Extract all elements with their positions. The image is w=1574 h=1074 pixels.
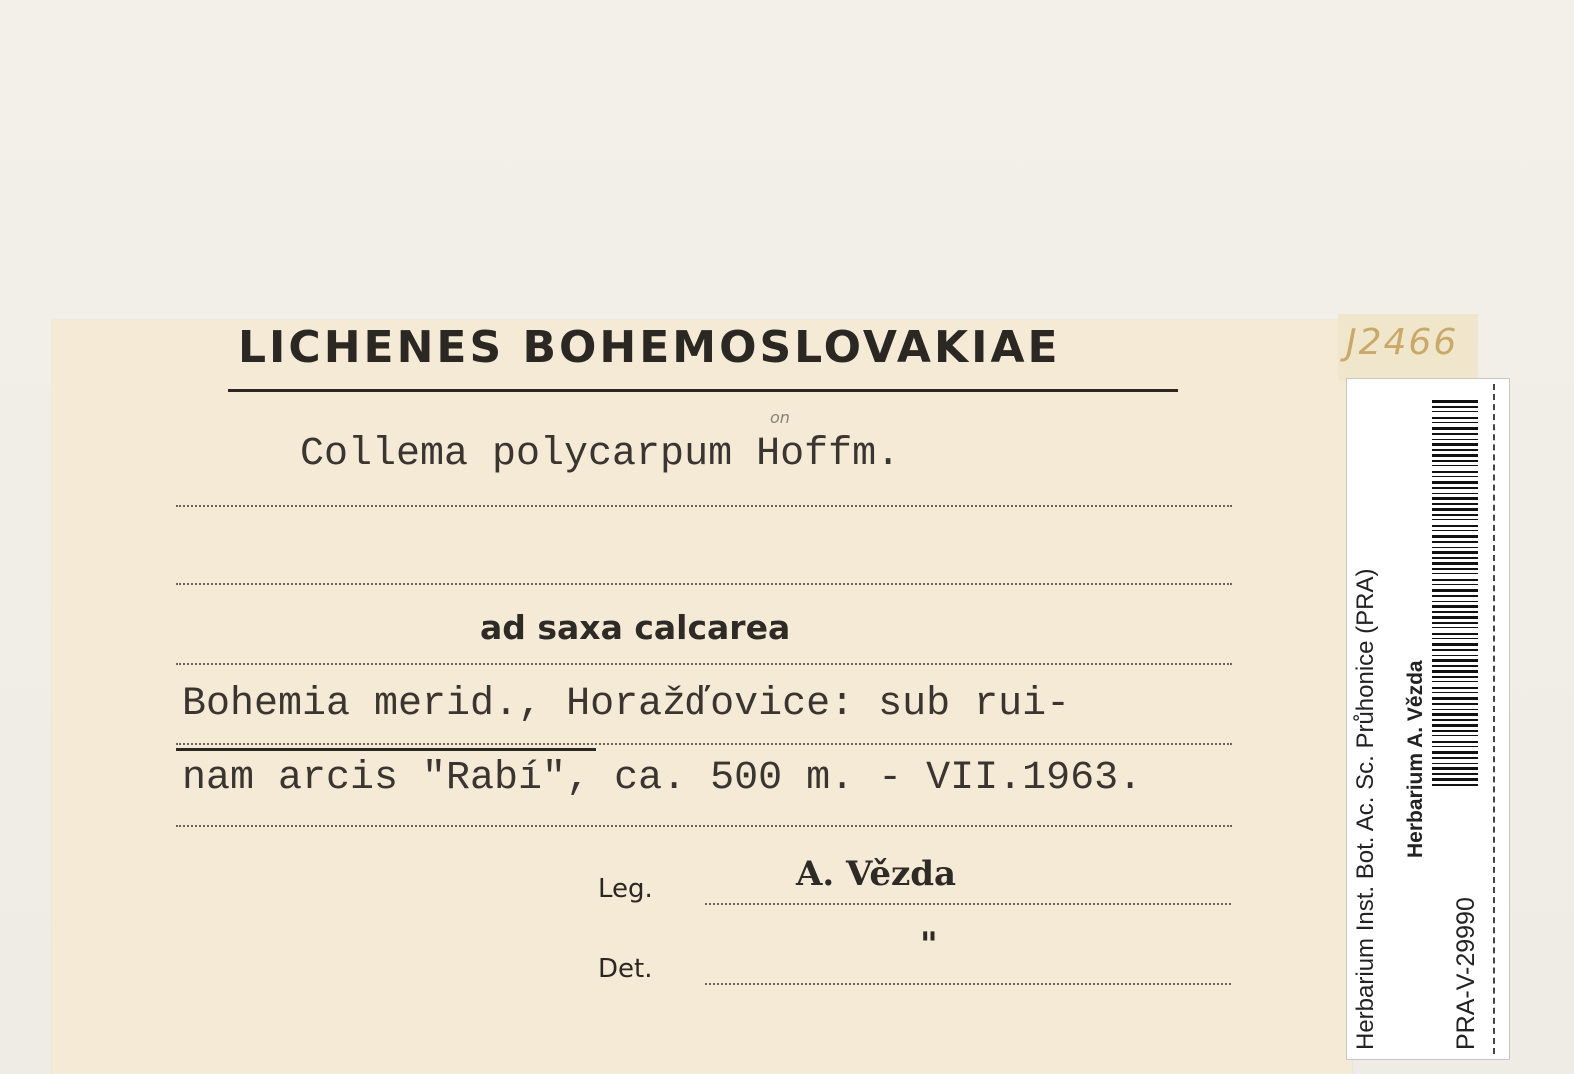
species-annotation: on xyxy=(770,408,790,427)
det-label: Det. xyxy=(598,954,653,984)
dotted-line-1 xyxy=(176,505,1232,507)
barcode-id: PRA-V-29990 xyxy=(1452,897,1480,1050)
handwritten-number: J2466 xyxy=(1346,322,1459,363)
label-header: LICHENES BOHEMOSLOVAKIAE xyxy=(238,322,1061,373)
species-name: Collema polycarpum Hoffm. xyxy=(300,432,901,477)
dotted-line-5 xyxy=(176,825,1232,827)
dotted-line-2 xyxy=(176,583,1232,585)
dotted-line-3 xyxy=(176,663,1232,665)
barcode-icon xyxy=(1432,400,1478,786)
leg-dotted-line xyxy=(705,903,1231,905)
barcode-collection: Herbarium A. Vězda xyxy=(1404,660,1427,858)
handwritten-number-tab xyxy=(1338,314,1478,380)
leg-value: A. Vězda xyxy=(796,854,957,894)
det-value: " xyxy=(920,925,938,965)
barcode-institution: Herbarium Inst. Bot. Ac. Sc. Průhonice (PRA) xyxy=(1352,568,1379,1050)
leg-label: Leg. xyxy=(598,874,653,904)
substrate: ad saxa calcarea xyxy=(480,608,791,647)
locality-line-1: Bohemia merid., Horažďovice: sub rui- xyxy=(182,682,1071,727)
locality-line-2: nam arcis "Rabí", ca. 500 m. - VII.1963. xyxy=(182,756,1143,801)
locality-underline xyxy=(176,748,596,751)
det-dotted-line xyxy=(705,983,1231,985)
header-rule xyxy=(228,389,1178,392)
dotted-line-4 xyxy=(176,743,1232,745)
barcode-cut-line xyxy=(1493,384,1495,1054)
